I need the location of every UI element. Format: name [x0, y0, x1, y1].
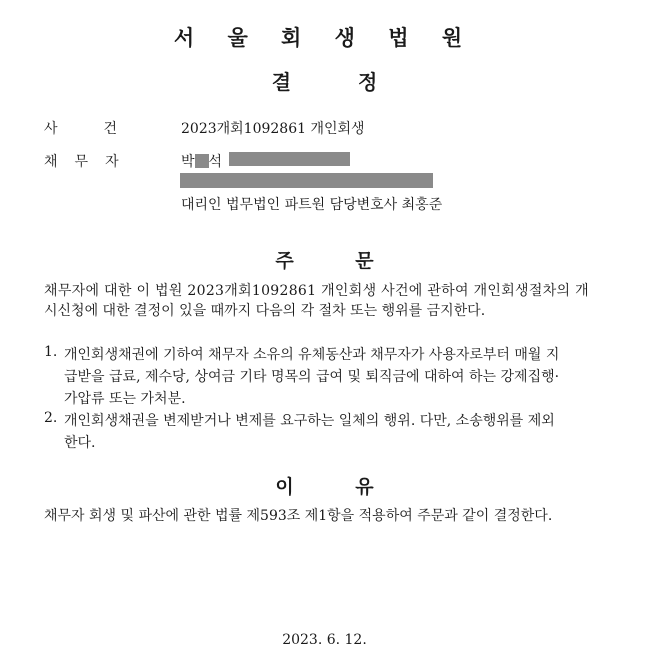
reason-title: 이 유 — [275, 476, 374, 498]
order-item-2-line1: 개인회생채권을 변제받거나 변제를 요구하는 일체의 행위. 다만, 소송행위를 제외 — [64, 413, 555, 429]
redaction-id — [229, 152, 350, 166]
debtor-name-end: 석 — [208, 154, 223, 170]
redaction-address — [180, 173, 433, 188]
debtor-agent: 대리인 법무법인 파트원 담당변호사 최홍준 — [181, 197, 443, 213]
order-item-1-line1: 개인회생채권에 기하여 채무자 소유의 유체동산과 채무자가 사용자로부터 매월 지 — [64, 347, 560, 363]
order-intro-line1: 채무자에 대한 이 법원 2023개회1092861 개인회생 사건에 관하여 개인회생절차의 개 — [44, 283, 589, 299]
redaction-name — [195, 154, 209, 168]
order-intro-line2: 시신청에 대한 결정이 있을 때까지 다음의 각 절차 또는 행위를 금지한다. — [44, 303, 486, 319]
case-label: 사건 — [44, 121, 118, 137]
debtor-name-start: 박 — [181, 154, 195, 170]
case-number: 2023개회1092861 개인회생 — [181, 121, 365, 137]
debtor-name — [181, 151, 222, 171]
order-item-2-number: 2. — [44, 410, 58, 426]
order-item-1-number: 1. — [44, 344, 58, 360]
document-title: 결 정 — [271, 70, 378, 94]
reason-text: 채무자 회생 및 파산에 관한 법률 제593조 제1항을 적용하여 주문과 같이 결정한다. — [44, 508, 553, 524]
order-item-1-line2: 급받을 급료, 제수당, 상여금 기타 명목의 급여 및 퇴직금에 대하여 하는 강제집행· — [64, 369, 560, 385]
order-item-2-line2: 한다. — [64, 435, 96, 451]
decision-date: 2023. 6. 12. — [282, 632, 367, 648]
order-title: 주 문 — [275, 250, 374, 272]
order-item-1-line3: 가압류 또는 가처분. — [64, 391, 186, 407]
debtor-label: 채무자 — [44, 154, 119, 170]
court-name: 서 울 회 생 법 원 — [173, 25, 476, 50]
